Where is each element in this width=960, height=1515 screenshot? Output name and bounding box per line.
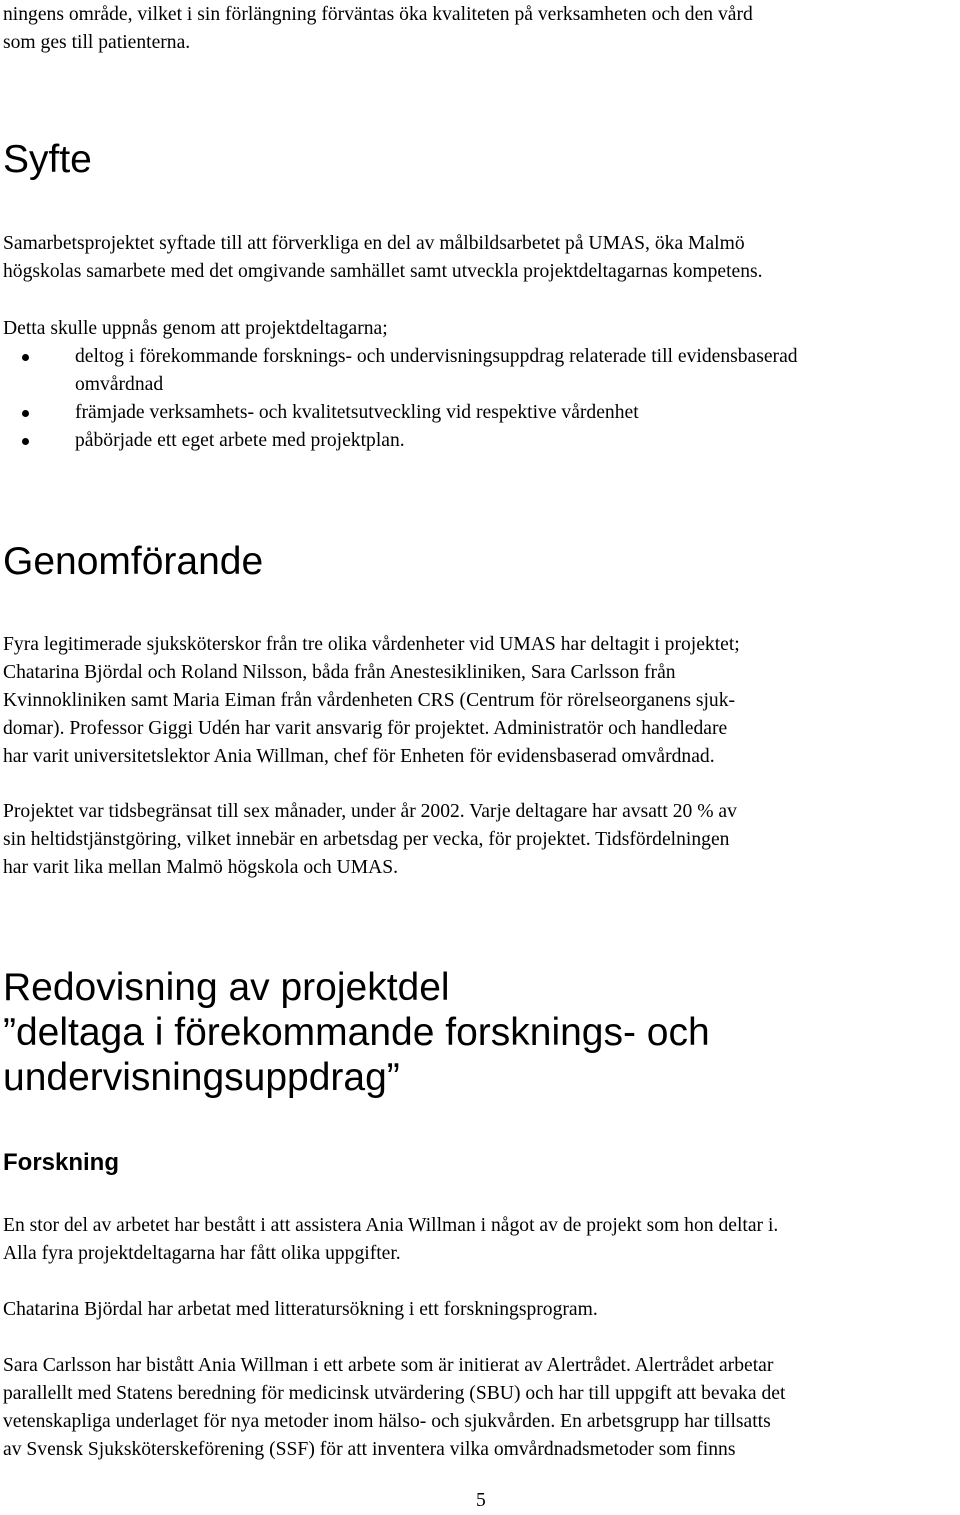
body-text-line: Chatarina Björdal och Roland Nilsson, båda från Anestesikliniken, Sara Carlsson från [3, 662, 676, 683]
body-text-line: Kvinnokliniken samt Maria Eiman från vårdenheten CRS (Centrum för rörelseorganens sjuk- [3, 690, 736, 711]
body-text-line: En stor del av arbetet har bestått i att assistera Ania Willman i något av de projekt som hon deltar i. [3, 1215, 779, 1236]
section-heading-redovisning: ”deltaga i förekommande forsknings- och [3, 1011, 710, 1054]
body-text-line: Sara Carlsson har bistått Ania Willman i ett arbete som är initierat av Alertrådet. Alertrådet arbetar [3, 1355, 774, 1376]
bullet-item-text: omvårdnad [75, 374, 164, 395]
body-text-line: Projektet var tidsbegränsat till sex månader, under år 2002. Varje deltagare har avsatt 20 % av [3, 801, 737, 822]
body-text-line: sin heltidstjänstgöring, vilket innebär en arbetsdag per vecka, för projektet. Tidsfördelningen [3, 829, 730, 850]
body-text-line: Detta skulle uppnås genom att projektdeltagarna; [3, 318, 388, 339]
body-text-line: Samarbetsprojektet syftade till att förverkliga en del av målbildsarbetet på UMAS, öka Malmö [3, 233, 745, 254]
bullet-dot [22, 410, 29, 417]
section-heading-redovisning: undervisningsuppdrag” [3, 1056, 400, 1099]
page-number: 5 [476, 1490, 486, 1511]
body-text-line: vetenskapliga underlaget för nya metoder inom hälso- och sjukvården. En arbetsgrupp har tillsatts [3, 1411, 771, 1432]
bullet-item-text: främjade verksamhets- och kvalitetsutveckling vid respektive vårdenhet [75, 402, 639, 423]
bullet-dot [22, 354, 29, 361]
body-text-line: har varit universitetslektor Ania Willman, chef för Enheten för evidensbaserad omvårdnad. [3, 746, 715, 767]
section-heading-redovisning: Redovisning av projektdel [3, 966, 450, 1009]
body-text-line: parallellt med Statens beredning för medicinsk utvärdering (SBU) och har till uppgift att bevaka det [3, 1383, 786, 1404]
body-text-line: Alla fyra projektdeltagarna har fått olika uppgifter. [3, 1243, 401, 1264]
bullet-item-text: påbörjade ett eget arbete med projektplan. [75, 430, 405, 451]
body-text-line: av Svensk Sjuksköterskeförening (SSF) för att inventera vilka omvårdnadsmetoder som finns [3, 1439, 736, 1460]
section-heading-syfte: Syfte [3, 138, 92, 181]
section-heading-genomforande: Genomförande [3, 540, 264, 583]
body-text-line: ningens område, vilket i sin förlängning förväntas öka kvaliteten på verksamheten och den vård [3, 4, 753, 25]
body-text-line: Chatarina Björdal har arbetat med litteratursökning i ett forskningsprogram. [3, 1299, 598, 1320]
body-text-line: har varit lika mellan Malmö högskola och UMAS. [3, 857, 399, 878]
body-text-line: som ges till patienterna. [3, 32, 191, 53]
subheading-forskning: Forskning [3, 1149, 120, 1176]
body-text-line: Fyra legitimerade sjuksköterskor från tre olika vårdenheter vid UMAS har deltagit i projektet; [3, 634, 740, 655]
bullet-item-text: deltog i förekommande forsknings- och undervisningsuppdrag relaterade till evidensbaserad [75, 346, 798, 367]
body-text-line: domar). Professor Giggi Udén har varit ansvarig för projektet. Administratör och handledare [3, 718, 728, 739]
bullet-dot [22, 438, 29, 445]
body-text-line: högskolas samarbete med det omgivande samhället samt utveckla projektdeltagarnas kompetens. [3, 261, 763, 282]
